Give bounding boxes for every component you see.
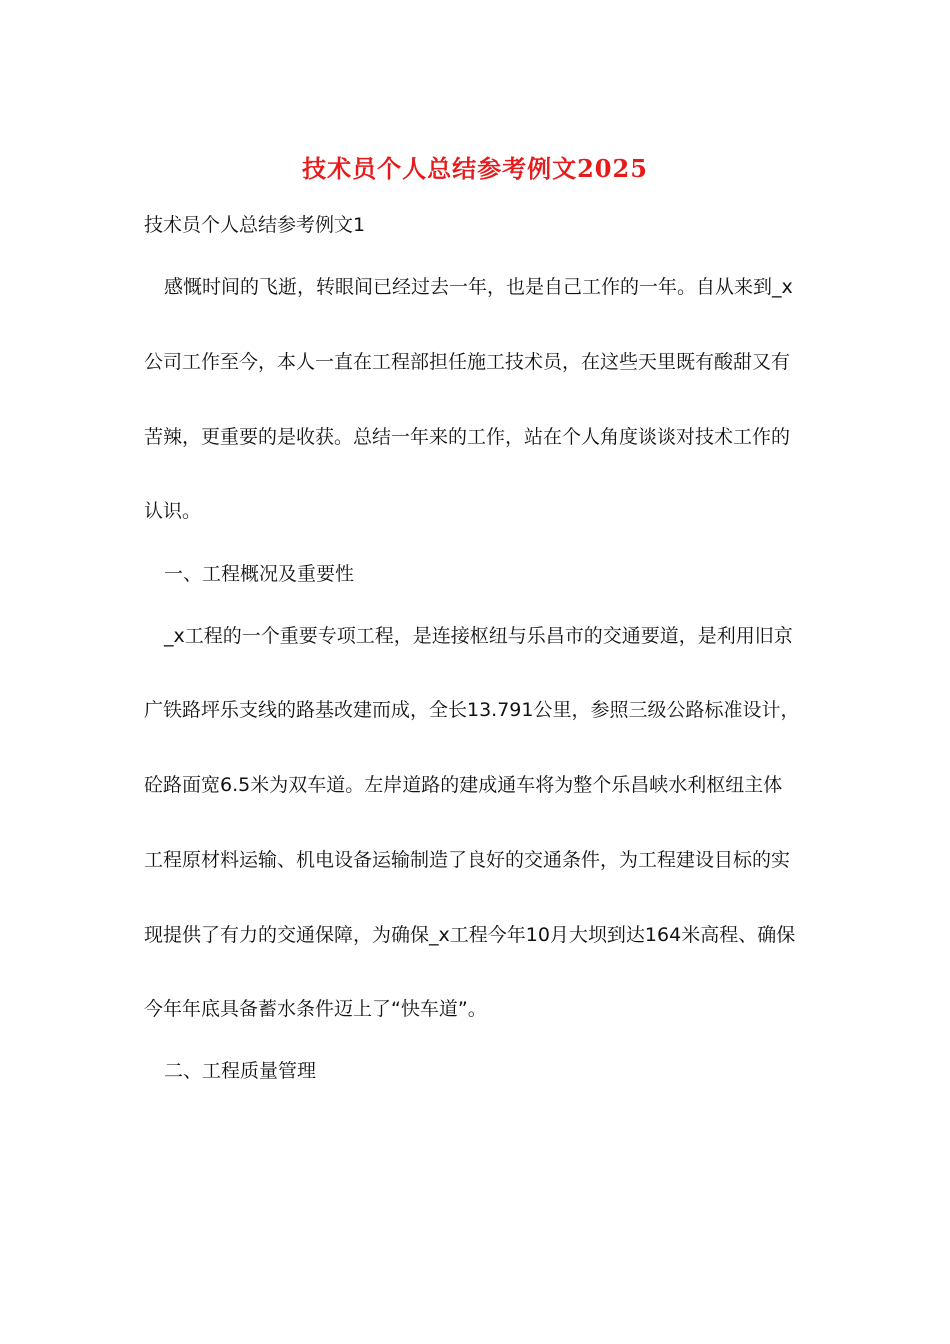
paragraph-line: 苦辣，更重要的是收获。总结一年来的工作，站在个人角度谈谈对技术工作的 xyxy=(144,426,791,448)
paragraph-line: 今年年底具备蓄水条件迈上了“快车道”。 xyxy=(144,998,487,1020)
paragraph-line: 认识。 xyxy=(144,500,202,522)
paragraph-line: 砼路面宽6.5米为双车道。左岸道路的建成通车将为整个乐昌峡水利枢纽主体 xyxy=(144,774,783,796)
paragraph-line: 公司工作至今，本人一直在工程部担任施工技术员，在这些天里既有酸甜又有 xyxy=(144,351,791,373)
paragraph-line: 现提供了有力的交通保障，为确保_x工程今年10月大坝到达164米高程、确保 xyxy=(144,924,796,946)
paragraph-line: 工程原材料运输、机电设备运输制造了良好的交通条件，为工程建设目标的实 xyxy=(144,849,791,871)
paragraph-line: _x工程的一个重要专项工程，是连接枢纽与乐昌市的交通要道，是利用旧京 xyxy=(164,625,793,647)
section-heading: 一、工程概况及重要性 xyxy=(164,563,355,585)
document-title: 技术员个人总结参考例文2025 xyxy=(302,154,648,183)
section-subtitle: 技术员个人总结参考例文1 xyxy=(144,214,366,236)
paragraph-line: 广铁路坪乐支线的路基改建而成，全长13.791公里，参照三级公路标准设计， xyxy=(144,699,800,721)
paragraph-line: 感慨时间的飞逝，转眼间已经过去一年，也是自己工作的一年。自从来到_x xyxy=(164,276,793,298)
section-heading: 二、工程质量管理 xyxy=(164,1060,317,1082)
